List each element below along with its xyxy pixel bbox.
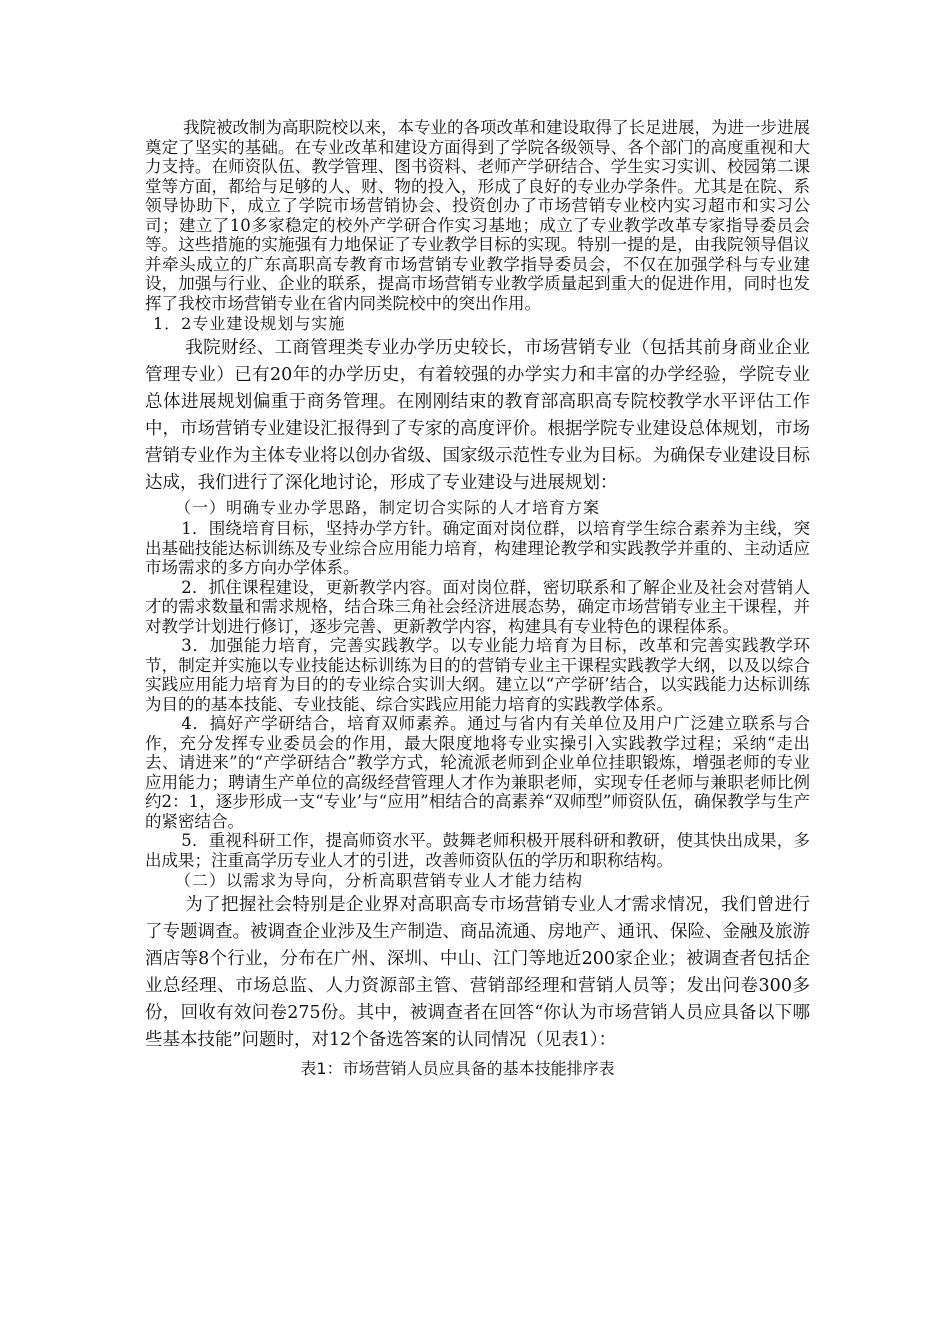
list-item: 1．围绕培育目标，坚持办学方针。确定面对岗位群，以培育学生综合素养为主线，突出基础技能达标训练及专业综合应用能力培育，构建理论教学和实践教学并重的、主动适应市场需求的多方向办学体系。 [145,519,810,577]
list-item: 2．抓住课程建设，更新教学内容。面对岗位群，密切联系和了解企业及社会对营销人才的需求数量和需求规格，结合珠三角社会经济进展态势，确定市场营销专业主干课程，并对教学计划进行修订，逐步完善、更新教学内容，构建具有专业特色的课程体系。 [145,577,810,636]
document-page [145,118,810,1080]
intro-paragraph: 我院被改制为高职院校以来，本专业的各项改革和建设取得了长足进展，为进一步进展奠定了坚实的基础。在专业改革和建设方面得到了学院各级领导、各个部门的高度重视和大力支持。在师资队伍、教学管理、图书资料、老师产学研结合、学生实习实训、校园第二课堂等方面，都给与足够的人、财、物的投入，形成了良好的专业办学条件。尤其是在院、系领导协助下，成立了学院市场营销协会、投资创办了市场营销专业校内实习超市和实习公司；建立了10多家稳定的校外产学研合作实习基地；成立了专业教学改革专家指导委员会等。这些措施的实施强有力地保证了专业教学目标的实现。特别一提的是，由我院领导倡议并牵头成立的广东高职高专教育市场营销专业教学指导委员会，不仅在加强学科与专业建设，加强与行业、企业的联系，提高市场营销专业教学质量起到重大的促进作用，同时也发挥了我校市场营销专业在省内同类院校中的突出作用。 [145,118,810,313]
section-heading: 1．2专业建设规划与实施 [153,314,346,333]
subsection-2-heading: （二）以需求为导向，分析高职营销专业人才能力结构 [175,871,584,890]
subsection-2-body-paragraph: 为了把握社会特别是企业界对高职高专市场营销专业人才需求情况，我们曾进行了专题调查。被调查企业涉及生产制造、商品流通、房地产、通讯、保险、金融及旅游酒店等8个行业，分布在广州、深圳、中山、江门等地近200家企业；被调查者包括企业总经理、市场总监、人力资源部主管、营销部经理和营销人员等；发出问卷300多份，回收有效问卷275份。其中，被调查者在回答“你认为市场营销人员应具备以下哪些基本技能”问题时，对12个备选答案的认同情况（见表1）： [145,895,810,1050]
list-item: 4．搞好产学研结合，培育双师素养。通过与省内有关单位及用户广泛建立联系与合作，充分发挥专业委员会的作用，最大限度地将专业实操引入实践教学过程；采纳“走出去、请进来”的“产学研结合”教学方式，轮流派老师到企业单位挂职锻炼，增强老师的专业应用能力；聘请生产单位的高级经营管理人才作为兼职老师，实现专任老师与兼职老师比例约2：1，逐步形成一支“专业’与“应用”相结合的高素养“双师型”师资队伍，确保教学与生产的紧密结合。 [145,714,810,831]
subsection-1-heading: （一）明确专业办学思路，制定切合实际的人才培育方案 [175,498,601,517]
list-item: 5．重视科研工作，提高师资水平。鼓舞老师积极开展科研和教研，使其快出成果，多出成果；注重高学历专业人才的引进，改善师资队伍的学历和职称结构。 [145,831,810,870]
list-item: 3．加强能力培育，完善实践教学。以专业能力培育为目标，改革和完善实践教学环节，制定并实施以专业技能达标训练为目的的营销专业主干课程实践教学大纲，以及以综合实践应用能力培育为目的的专业综合实训大纲。建立以“产学研’结合，以实践能力达标训练为目的的基本技能、专业技能、综合实践应用能力培育的实践教学体系。 [145,636,810,714]
section-body-paragraph: 我院财经、工商管理类专业办学历史较长，市场营销专业（包括其前身商业企业管理专业）已有20年的办学历史，有着较强的办学实力和丰富的办学经验，学院专业总体进展规划偏重于商务管理。在刚刚结束的教育部高职高专院校教学水平评估工作中，市场营销专业建设汇报得到了专家的高度评价。根据学院专业建设总体规划，市场营销专业作为主体专业将以创办省级、国家级示范性专业为目标。为确保专业建设目标达成，我们进行了深化地讨论，形成了专业建设与进展规划： [145,338,810,493]
table-caption: 表1：市场营销人员应具备的基本技能排序表 [300,1059,615,1078]
